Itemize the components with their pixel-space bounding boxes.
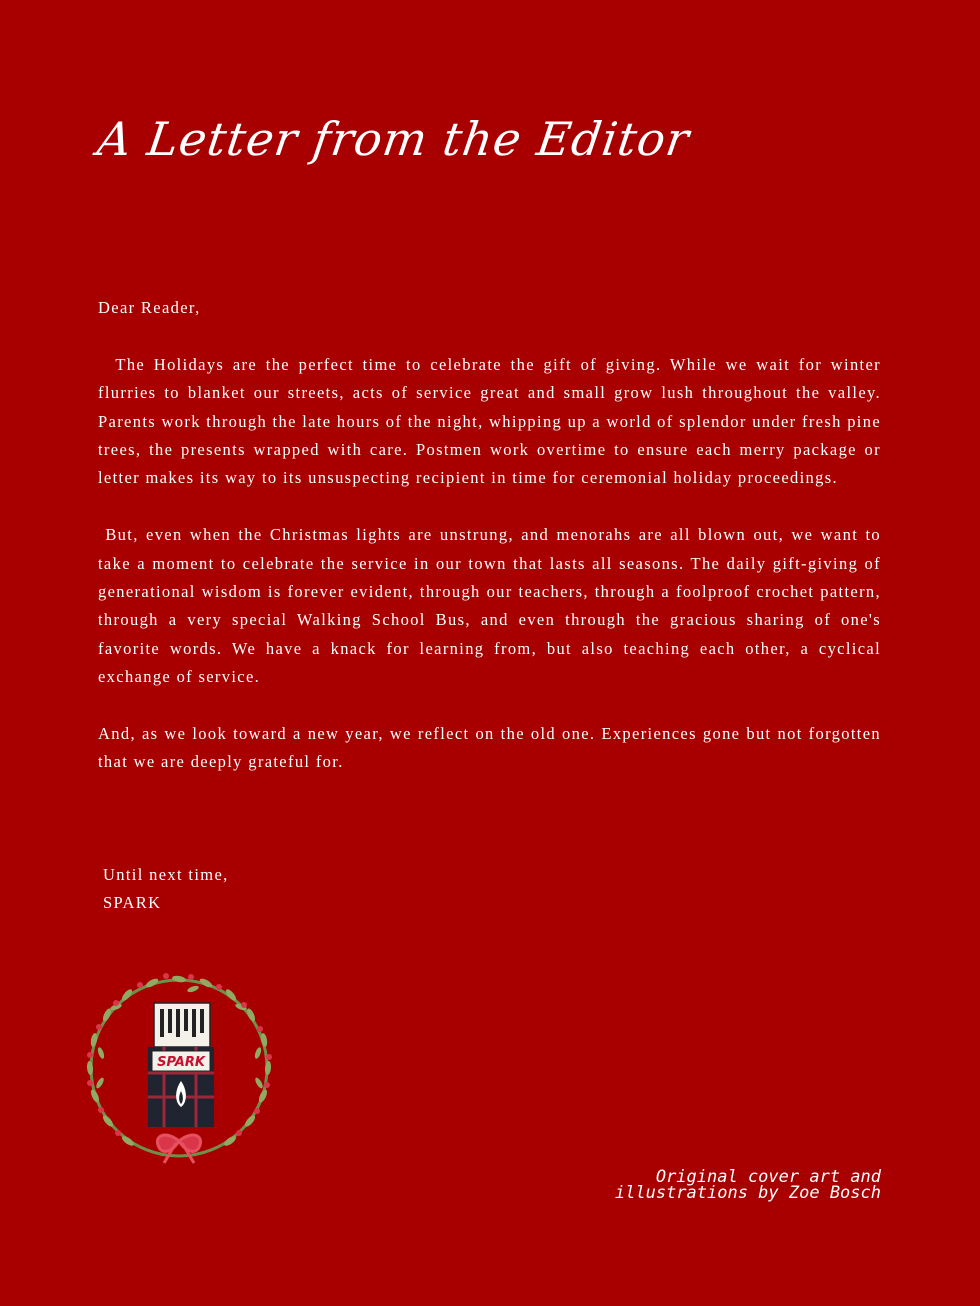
credits-line-2: illustrations by Zoe Bosch (614, 1183, 881, 1203)
letter-paragraph-2 (98, 521, 881, 691)
letter-paragraph-3: And, as we look toward a new year, we reflect on the old one. Experiences gone but not forgotten that we are deeply grateful for. (98, 724, 881, 772)
illustration-credits (615, 1169, 881, 1201)
spark-wreath-logo-icon (76, 965, 282, 1171)
wreath-bow (157, 1135, 200, 1163)
letter-closing: Until next time, (103, 865, 229, 884)
matchbox (148, 1003, 214, 1127)
letter-paragraph-1-text: The Holidays are the perfect time to celebrate the gift of giving. While we wait for winter flurries to blanket our streets, acts of service great and small grow lush throughout the valley. Parents work through the late hours of the night, whipping up a world of splendor under fresh pine trees, the presents wrapped with care. Postmen work overtime to ensure each merry package or letter makes its way to its unsuspecting recipient in time for ceremonial holiday proceedings. (98, 354, 882, 488)
logo-text: SPARK (157, 1055, 205, 1070)
letter-greeting: Dear Reader, (98, 298, 201, 317)
letter-paragraph-1 (98, 351, 881, 493)
letter-paragraph-2-text: But, even when the Christmas lights are unstrung, and menorahs are all blown out, we want to take a moment to celebrate the service in our town that lasts all seasons. The daily gift-giving of generational wisdom is forever evident, through our teachers, through a foolproof crochet pattern, through a very special Walking School Bus, and even through the gracious sharing of one's favorite words. We have a knack for learning from, but also teaching each other, a cyclical exchange of service. (98, 525, 881, 687)
signoff (103, 861, 229, 918)
letter-signature: SPARK (103, 893, 162, 913)
credits-line-1: Original cover art and (655, 1167, 881, 1187)
letter-body (98, 294, 881, 805)
page-title: A Letter from the Editor (94, 112, 694, 166)
